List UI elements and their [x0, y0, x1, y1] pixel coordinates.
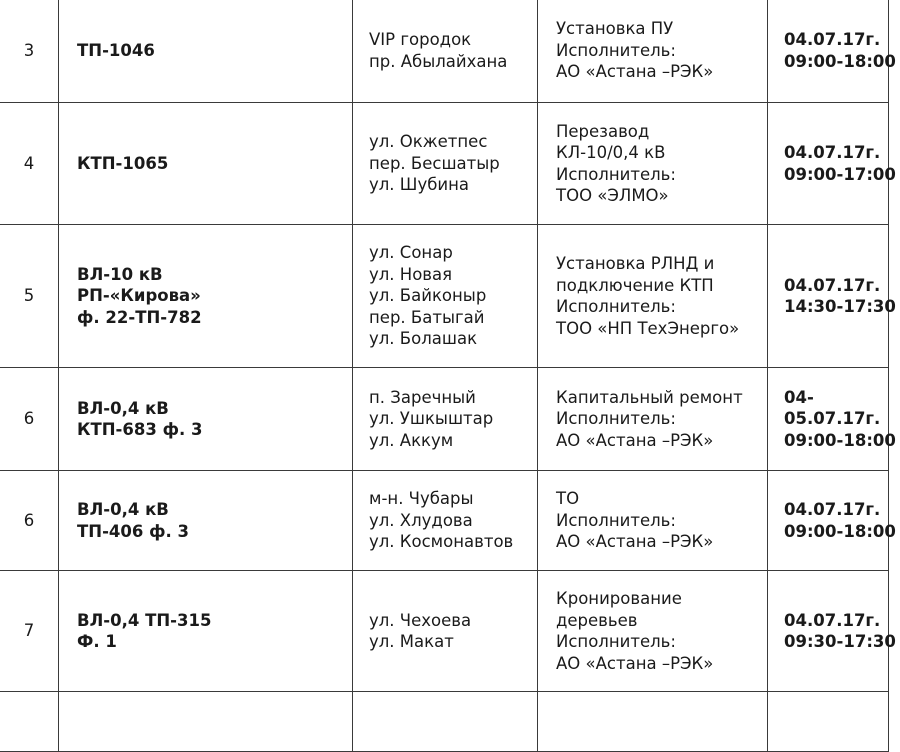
- address-line: пер. Батыгай: [369, 307, 485, 327]
- table-row: [0, 103, 889, 225]
- table-row: [0, 692, 889, 752]
- datetime-line: 14:30-17:30: [784, 297, 896, 316]
- address-cell: [353, 225, 538, 368]
- datetime-line: 09:30-17:30: [784, 632, 896, 651]
- table-row: [0, 368, 889, 471]
- address-cell: [353, 692, 538, 752]
- row-number-cell: 6: [0, 368, 59, 471]
- object-line: КТП-1065: [77, 153, 169, 173]
- table-row: [0, 225, 889, 368]
- row-number-cell: 7: [0, 571, 59, 692]
- work-cell: [538, 368, 768, 471]
- row-number-cell: 3: [0, 0, 59, 103]
- work-line: ТОО «НП ТехЭнерго»: [556, 318, 740, 338]
- work-line: ТОО «ЭЛМО»: [556, 186, 669, 205]
- work-cell: [538, 571, 768, 692]
- object-line: РП-«Кирова»: [77, 286, 201, 306]
- work-line: подключение КТП: [556, 275, 714, 295]
- work-line: АО «Астана –РЭК»: [556, 532, 714, 552]
- address-line: ул. Окжетпес: [369, 132, 488, 152]
- datetime-line: 04.07.17г.: [784, 610, 881, 630]
- address-line: п. Заречный: [369, 387, 476, 407]
- datetime-line: 09:00-18:00: [784, 51, 896, 71]
- object-line: Ф. 1: [77, 632, 117, 651]
- object-line: ВЛ-0,4 кВ: [77, 398, 169, 418]
- work-line: Перезавод: [556, 121, 650, 141]
- datetime-cell: [768, 225, 896, 368]
- table-row: [0, 0, 889, 103]
- address-line: ул. Космонавтов: [369, 532, 514, 552]
- work-line: Исполнитель:: [556, 632, 676, 651]
- address-cell: [353, 0, 538, 103]
- work-line: АО «Астана –РЭК»: [556, 62, 714, 82]
- address-line: ул. Новая: [369, 264, 453, 284]
- datetime-line: 05.07.17г.: [784, 409, 881, 429]
- datetime-cell: [768, 571, 896, 692]
- address-line: ул. Болашак: [369, 329, 478, 349]
- work-line: Исполнитель:: [556, 40, 676, 60]
- address-line: ул. Шубина: [369, 175, 470, 195]
- address-line: ул. Аккум: [369, 430, 454, 450]
- work-line: Исполнитель:: [556, 409, 676, 429]
- address-line: VIP городок: [369, 30, 472, 49]
- datetime-line: 04.07.17г.: [784, 500, 881, 519]
- datetime-cell: [768, 0, 896, 103]
- address-line: пр. Абылайхана: [369, 51, 508, 71]
- datetime-cell: [768, 692, 889, 752]
- object-cell: [59, 692, 353, 752]
- datetime-line: 09:00-17:00: [784, 164, 896, 184]
- work-line: КЛ-10/0,4 кВ: [556, 143, 666, 162]
- work-line: Исполнитель:: [556, 164, 676, 184]
- address-line: ул. Сонар: [369, 243, 453, 263]
- work-line: Исполнитель:: [556, 510, 676, 530]
- datetime-cell: [768, 471, 896, 571]
- work-line: деревьев: [556, 610, 638, 630]
- row-number-cell: 6: [0, 471, 59, 571]
- work-cell: [538, 103, 768, 225]
- object-line: ВЛ-10 кВ: [77, 264, 163, 284]
- table-row: [0, 571, 889, 692]
- address-line: ул. Ушкыштар: [369, 409, 494, 429]
- work-line: Исполнитель:: [556, 297, 676, 316]
- object-cell: [59, 103, 353, 225]
- work-line: АО «Астана –РЭК»: [556, 430, 714, 450]
- work-cell: [538, 225, 768, 368]
- work-line: Кронирование: [556, 589, 682, 608]
- datetime-cell: [768, 368, 896, 471]
- datetime-line: 09:00-18:00: [784, 430, 896, 450]
- row-number-cell: [0, 692, 59, 752]
- work-line: АО «Астана –РЭК»: [556, 653, 714, 673]
- datetime-line: 04.07.17г.: [784, 30, 881, 49]
- object-cell: [59, 368, 353, 471]
- object-cell: [59, 471, 353, 571]
- datetime-line: 04-: [784, 387, 814, 407]
- object-line: ТП-406 ф. 3: [77, 521, 189, 541]
- address-line: м-н. Чубары: [369, 489, 474, 509]
- datetime-cell: [768, 103, 896, 225]
- address-cell: [353, 571, 538, 692]
- address-line: ул. Макат: [369, 632, 454, 651]
- object-cell: [59, 571, 353, 692]
- object-cell: [59, 225, 353, 368]
- address-line: пер. Бесшатыр: [369, 153, 500, 173]
- object-cell: [59, 0, 353, 103]
- object-line: КТП-683 ф. 3: [77, 420, 203, 439]
- work-cell: [538, 692, 768, 752]
- object-line: ВЛ-0,4 ТП-315: [77, 610, 212, 630]
- datetime-line: 04.07.17г.: [784, 143, 881, 162]
- address-cell: [353, 471, 538, 571]
- table-row: [0, 471, 889, 571]
- address-cell: [353, 103, 538, 225]
- address-line: ул. Чехоева: [369, 610, 472, 630]
- work-line: Капитальный ремонт: [556, 387, 743, 407]
- object-line: ТП-1046: [77, 40, 155, 60]
- work-line: Установка РЛНД и: [556, 254, 715, 273]
- datetime-line: 04.07.17г.: [784, 275, 881, 295]
- address-line: ул. Хлудова: [369, 510, 473, 530]
- work-cell: [538, 471, 768, 571]
- work-cell: [538, 0, 768, 103]
- work-line: Установка ПУ: [556, 19, 674, 39]
- object-line: ВЛ-0,4 кВ: [77, 500, 169, 519]
- datetime-line: 09:00-18:00: [784, 521, 896, 541]
- address-cell: [353, 368, 538, 471]
- object-line: ф. 22-ТП-782: [77, 307, 202, 327]
- row-number-cell: 5: [0, 225, 59, 368]
- work-line: ТО: [556, 489, 580, 509]
- row-number-cell: 4: [0, 103, 59, 225]
- address-line: ул. Байконыр: [369, 286, 487, 306]
